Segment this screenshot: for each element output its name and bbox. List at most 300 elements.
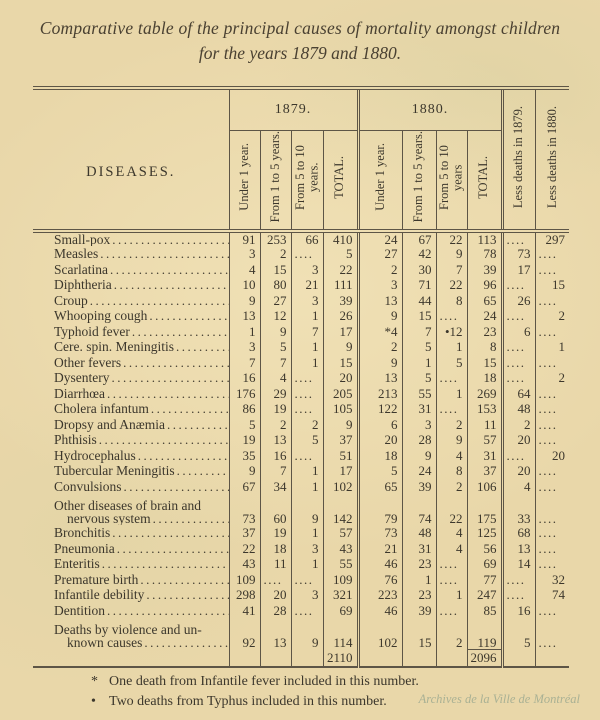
value-cell: 86 xyxy=(229,401,260,417)
value-cell: 213 xyxy=(358,386,402,402)
value-cell: 247 xyxy=(467,587,502,603)
table-zone xyxy=(33,86,569,668)
value-cell: 125 xyxy=(467,525,502,541)
less-deaths-1880-header xyxy=(535,88,569,231)
value-cell: 4 xyxy=(436,448,467,464)
grand-totals-row xyxy=(33,649,569,667)
disease-label xyxy=(33,339,229,355)
year-1879-header: 1879. xyxy=(229,88,358,130)
less-deaths-1880-label: Less deaths in 1880. xyxy=(544,105,559,208)
value-cell: 64 xyxy=(502,386,535,402)
value-cell: 41 xyxy=(229,603,260,619)
value-cell xyxy=(436,649,467,667)
table-row xyxy=(33,618,569,649)
leader-dots xyxy=(111,371,228,384)
value-cell: 2 xyxy=(436,417,467,433)
value-cell: .... xyxy=(502,355,535,371)
value-cell: 57 xyxy=(323,525,358,541)
value-cell: 3 xyxy=(229,339,260,355)
disease-label-text: Cere. spin. Meningitis xyxy=(54,339,174,355)
value-cell: 26 xyxy=(502,293,535,309)
value-cell: .... xyxy=(436,370,467,386)
value-cell: 2 xyxy=(502,417,535,433)
leader-dots xyxy=(146,588,228,601)
value-cell: 114 xyxy=(323,618,358,649)
table-row xyxy=(33,448,569,464)
value-cell: 91 xyxy=(229,231,260,247)
value-cell: 65 xyxy=(467,293,502,309)
value-cell: 102 xyxy=(358,618,402,649)
value-cell: 30 xyxy=(402,262,436,278)
value-cell: 297 xyxy=(535,231,569,247)
value-cell: 2 xyxy=(260,417,291,433)
less-deaths-1879-header xyxy=(502,88,535,231)
value-cell: 33 xyxy=(502,494,535,525)
col-label: Under 1 year. xyxy=(372,143,387,211)
value-cell: .... xyxy=(535,293,569,309)
leader-dots xyxy=(107,604,229,617)
value-cell: 85 xyxy=(467,603,502,619)
value-cell: 119 xyxy=(467,618,502,649)
leader-dots xyxy=(140,573,228,586)
disease-label xyxy=(33,324,229,340)
table-row xyxy=(33,587,569,603)
value-cell xyxy=(502,649,535,667)
page-title xyxy=(0,0,600,67)
value-cell: 122 xyxy=(358,401,402,417)
leader-dots xyxy=(149,309,228,322)
value-cell: 21 xyxy=(358,541,402,557)
table-row xyxy=(33,370,569,386)
value-cell: 71 xyxy=(402,277,436,293)
value-cell: 16 xyxy=(502,603,535,619)
table-row xyxy=(33,246,569,262)
value-cell: 37 xyxy=(467,463,502,479)
value-cell: 44 xyxy=(402,293,436,309)
disease-label xyxy=(33,556,229,572)
value-cell: 2 xyxy=(358,262,402,278)
value-cell: 96 xyxy=(467,277,502,293)
footnote-2-text: Two deaths from Typhus included in this number. xyxy=(109,694,387,709)
value-cell: 1 xyxy=(535,339,569,355)
value-cell: 69 xyxy=(467,556,502,572)
value-cell: 27 xyxy=(358,246,402,262)
value-cell: 1 xyxy=(291,525,323,541)
value-cell: 2 xyxy=(436,479,467,495)
value-cell: 176 xyxy=(229,386,260,402)
table-row xyxy=(33,494,569,525)
value-cell: 17 xyxy=(502,262,535,278)
value-cell: 22 xyxy=(436,231,467,247)
value-cell: 2 xyxy=(535,370,569,386)
value-cell: .... xyxy=(436,308,467,324)
table-row xyxy=(33,479,569,495)
value-cell: .... xyxy=(535,556,569,572)
value-cell: 56 xyxy=(467,541,502,557)
disease-label-text: Tubercular Meningitis xyxy=(54,463,175,479)
leader-dots xyxy=(151,402,229,415)
value-cell: .... xyxy=(502,572,535,588)
value-cell: 7 xyxy=(260,355,291,371)
year-1880-header: 1880. xyxy=(358,88,502,130)
disease-label-text: nervous system xyxy=(67,511,151,525)
value-cell: 5 xyxy=(323,246,358,262)
value-cell: 65 xyxy=(358,479,402,495)
value-cell: 15 xyxy=(535,277,569,293)
value-cell: 4 xyxy=(436,525,467,541)
value-cell: 20 xyxy=(535,448,569,464)
col-1880-from-5-to-10 xyxy=(436,130,467,231)
table-row xyxy=(33,386,569,402)
value-cell: .... xyxy=(291,386,323,402)
value-cell: 48 xyxy=(502,401,535,417)
value-cell: 22 xyxy=(323,262,358,278)
value-cell: 2 xyxy=(291,417,323,433)
value-cell: 46 xyxy=(358,556,402,572)
table-row xyxy=(33,541,569,557)
disease-label xyxy=(33,479,229,495)
value-cell: .... xyxy=(502,339,535,355)
value-cell: 8 xyxy=(467,339,502,355)
value-cell: 22 xyxy=(229,541,260,557)
value-cell: 113 xyxy=(467,231,502,247)
value-cell: 7 xyxy=(260,463,291,479)
value-cell: .... xyxy=(436,556,467,572)
leader-dots xyxy=(112,526,228,539)
value-cell: 4 xyxy=(229,262,260,278)
col-label: From 1 to 5 years. xyxy=(267,131,282,223)
table-body xyxy=(33,231,569,668)
value-cell: 42 xyxy=(402,246,436,262)
table-row xyxy=(33,262,569,278)
value-cell: 4 xyxy=(260,370,291,386)
disease-label xyxy=(33,262,229,278)
value-cell: 5 xyxy=(402,370,436,386)
value-cell: 11 xyxy=(260,556,291,572)
value-cell: 1 xyxy=(291,308,323,324)
leader-dots xyxy=(176,340,229,353)
disease-label xyxy=(33,649,229,667)
value-cell: 20 xyxy=(260,587,291,603)
value-cell: 78 xyxy=(467,246,502,262)
value-cell: 29 xyxy=(260,386,291,402)
col-1880-under-1-year xyxy=(358,130,402,231)
table-row xyxy=(33,417,569,433)
value-cell: 37 xyxy=(229,525,260,541)
disease-label-text: Hydrocephalus xyxy=(54,447,136,463)
value-cell: 9 xyxy=(358,355,402,371)
leader-dots xyxy=(167,418,229,431)
value-cell: 13 xyxy=(502,541,535,557)
value-cell: 109 xyxy=(229,572,260,588)
disease-label-text: Bronchitis xyxy=(54,525,111,541)
disease-label-text: Cholera infantum xyxy=(54,401,149,417)
disease-label-text: Pneumonia xyxy=(54,540,115,556)
disease-label xyxy=(33,541,229,557)
value-cell: 3 xyxy=(291,293,323,309)
value-cell: 55 xyxy=(402,386,436,402)
value-cell: 12 xyxy=(260,308,291,324)
disease-label-text: Other fevers xyxy=(54,354,122,370)
value-cell: 1 xyxy=(291,355,323,371)
value-cell: 26 xyxy=(323,308,358,324)
table-row xyxy=(33,572,569,588)
value-cell: 23 xyxy=(402,587,436,603)
value-cell: 76 xyxy=(358,572,402,588)
title-line-2: for the years 1879 and 1880. xyxy=(198,43,402,64)
disease-label-text: Small-pox xyxy=(54,231,111,246)
value-cell: 9 xyxy=(229,293,260,309)
disease-label-text: Premature birth xyxy=(54,571,139,587)
title-line-1: Comparative table of the principal causes of mortality amongst children xyxy=(39,18,561,38)
value-cell: 73 xyxy=(229,494,260,525)
disease-label-text: known causes xyxy=(67,635,143,649)
table-row xyxy=(33,556,569,572)
value-cell: 1 xyxy=(402,572,436,588)
value-cell: 4 xyxy=(502,479,535,495)
value-cell: 3 xyxy=(358,277,402,293)
value-cell: 43 xyxy=(323,541,358,557)
value-cell: .... xyxy=(535,324,569,340)
col-1879-under-1-year xyxy=(229,130,260,231)
footnote-2-marker: • xyxy=(91,694,96,709)
disease-label-text: Croup xyxy=(54,292,88,308)
value-cell: 1 xyxy=(436,386,467,402)
value-cell: .... xyxy=(535,246,569,262)
value-cell: .... xyxy=(436,603,467,619)
value-cell: .... xyxy=(535,386,569,402)
value-cell: 9 xyxy=(291,618,323,649)
value-cell: 5 xyxy=(402,339,436,355)
footnote-1-text: One death from Infantile fever included in this number. xyxy=(109,674,419,689)
value-cell: .... xyxy=(436,401,467,417)
value-cell: 298 xyxy=(229,587,260,603)
less-deaths-1879-label: Less deaths in 1879. xyxy=(511,105,526,208)
value-cell: 3 xyxy=(402,417,436,433)
disease-label-text: Whooping cough xyxy=(54,308,148,324)
value-cell: 7 xyxy=(229,355,260,371)
value-cell: 37 xyxy=(323,432,358,448)
value-cell: .... xyxy=(535,417,569,433)
value-cell xyxy=(291,649,323,667)
value-cell: 67 xyxy=(402,231,436,247)
value-cell: .... xyxy=(535,525,569,541)
value-cell: 67 xyxy=(229,479,260,495)
value-cell: 19 xyxy=(229,432,260,448)
value-cell: 9 xyxy=(229,463,260,479)
value-cell: 20 xyxy=(358,432,402,448)
leader-dots xyxy=(99,433,229,446)
value-cell: 111 xyxy=(323,277,358,293)
value-cell: .... xyxy=(502,277,535,293)
table-row xyxy=(33,293,569,309)
value-cell: 153 xyxy=(467,401,502,417)
value-cell: .... xyxy=(291,572,323,588)
value-cell: 20 xyxy=(502,463,535,479)
value-cell: 19 xyxy=(260,525,291,541)
value-cell: 142 xyxy=(323,494,358,525)
value-cell: 22 xyxy=(436,494,467,525)
disease-label xyxy=(33,572,229,588)
value-cell: 9 xyxy=(436,246,467,262)
value-cell: 15 xyxy=(323,355,358,371)
table-row xyxy=(33,603,569,619)
col-label: From 5 to 10 years xyxy=(437,144,465,210)
table-row xyxy=(33,355,569,371)
value-cell: 39 xyxy=(402,479,436,495)
value-cell: 39 xyxy=(467,262,502,278)
disease-label xyxy=(33,525,229,541)
value-cell: 32 xyxy=(535,572,569,588)
leader-dots xyxy=(90,294,229,307)
value-cell: 321 xyxy=(323,587,358,603)
value-cell: 3 xyxy=(291,587,323,603)
value-cell: 23 xyxy=(467,324,502,340)
value-cell: 66 xyxy=(291,231,323,247)
col-1879-from-1-to-5 xyxy=(260,130,291,231)
value-cell: 80 xyxy=(260,277,291,293)
leader-dots xyxy=(102,557,229,570)
footnote-1 xyxy=(33,672,569,692)
value-cell: 15 xyxy=(467,355,502,371)
col-label: TOTAL. xyxy=(476,155,491,199)
disease-label-text: Measles xyxy=(54,246,99,262)
value-cell: 269 xyxy=(467,386,502,402)
disease-label-text: Convulsions xyxy=(54,478,122,494)
value-cell: 2 xyxy=(358,339,402,355)
disease-label-text: Dropsy and Anæmia xyxy=(54,416,165,432)
value-cell: 28 xyxy=(260,603,291,619)
value-cell: 20 xyxy=(502,432,535,448)
value-cell: 9 xyxy=(358,308,402,324)
table-row xyxy=(33,339,569,355)
value-cell: 3 xyxy=(291,541,323,557)
value-cell: 74 xyxy=(402,494,436,525)
value-cell: 1 xyxy=(229,324,260,340)
value-cell: 74 xyxy=(535,587,569,603)
value-cell: .... xyxy=(535,479,569,495)
value-cell: 2 xyxy=(535,308,569,324)
value-cell: 7 xyxy=(436,262,467,278)
value-cell: 18 xyxy=(358,448,402,464)
value-cell: .... xyxy=(535,541,569,557)
value-cell: .... xyxy=(502,587,535,603)
value-cell: 9 xyxy=(323,417,358,433)
value-cell: .... xyxy=(291,370,323,386)
leader-dots xyxy=(117,542,229,555)
value-cell: 1 xyxy=(291,339,323,355)
disease-label-text: Typhoid fever xyxy=(54,323,130,339)
disease-label-text: Scarlatina xyxy=(54,261,108,277)
value-cell: .... xyxy=(535,494,569,525)
value-cell: 60 xyxy=(260,494,291,525)
col-1879-total xyxy=(323,130,358,231)
value-cell xyxy=(402,649,436,667)
value-cell: 73 xyxy=(502,246,535,262)
col-1879-from-5-to-10 xyxy=(291,130,323,231)
value-cell: 39 xyxy=(323,293,358,309)
value-cell: 2 xyxy=(436,618,467,649)
value-cell: 1 xyxy=(291,556,323,572)
value-cell: 102 xyxy=(323,479,358,495)
value-cell: 8 xyxy=(436,293,467,309)
table-row xyxy=(33,324,569,340)
value-cell: 9 xyxy=(260,324,291,340)
value-cell: 13 xyxy=(229,308,260,324)
disease-label-text: Enteritis xyxy=(54,556,100,572)
value-cell: 106 xyxy=(467,479,502,495)
value-cell: 22 xyxy=(436,277,467,293)
value-cell xyxy=(535,649,569,667)
value-cell: .... xyxy=(535,618,569,649)
value-cell xyxy=(358,649,402,667)
value-cell: 1 xyxy=(436,339,467,355)
value-cell: 31 xyxy=(467,448,502,464)
disease-label xyxy=(33,293,229,309)
value-cell: 2 xyxy=(260,246,291,262)
value-cell: 2110 xyxy=(323,649,358,667)
value-cell: 205 xyxy=(323,386,358,402)
value-cell: 105 xyxy=(323,401,358,417)
value-cell: 4 xyxy=(436,541,467,557)
value-cell: 46 xyxy=(358,603,402,619)
value-cell: 15 xyxy=(402,618,436,649)
col-1880-total xyxy=(467,130,502,231)
disease-label xyxy=(33,618,229,649)
value-cell: 73 xyxy=(358,525,402,541)
value-cell: 3 xyxy=(229,246,260,262)
disease-label-text: Deaths by violence and un- xyxy=(54,622,202,637)
value-cell: 13 xyxy=(358,293,402,309)
value-cell: 175 xyxy=(467,494,502,525)
leader-dots xyxy=(124,480,229,493)
disease-label xyxy=(33,448,229,464)
value-cell: 69 xyxy=(323,603,358,619)
value-cell: .... xyxy=(535,355,569,371)
value-cell: .... xyxy=(535,432,569,448)
value-cell: 51 xyxy=(323,448,358,464)
disease-label-text: Diphtheria xyxy=(54,277,112,293)
value-cell: 48 xyxy=(402,525,436,541)
value-cell: .... xyxy=(535,401,569,417)
disease-label xyxy=(33,494,229,525)
value-cell: 9 xyxy=(436,432,467,448)
table-row xyxy=(33,525,569,541)
value-cell: .... xyxy=(502,308,535,324)
value-cell: 1 xyxy=(436,587,467,603)
value-cell: 13 xyxy=(260,618,291,649)
value-cell: 9 xyxy=(291,494,323,525)
value-cell: •12 xyxy=(436,324,467,340)
value-cell: 24 xyxy=(402,463,436,479)
disease-label xyxy=(33,370,229,386)
leader-dots xyxy=(100,247,228,260)
value-cell: 35 xyxy=(229,448,260,464)
leader-dots xyxy=(112,233,228,246)
value-cell xyxy=(260,649,291,667)
value-cell: 3 xyxy=(291,262,323,278)
value-cell: 13 xyxy=(358,370,402,386)
value-cell xyxy=(229,649,260,667)
value-cell: 16 xyxy=(260,448,291,464)
disease-label xyxy=(33,246,229,262)
table-row xyxy=(33,231,569,247)
leader-dots xyxy=(123,356,228,369)
value-cell: 7 xyxy=(402,324,436,340)
value-cell: 27 xyxy=(260,293,291,309)
value-cell: 20 xyxy=(323,370,358,386)
value-cell: 77 xyxy=(467,572,502,588)
